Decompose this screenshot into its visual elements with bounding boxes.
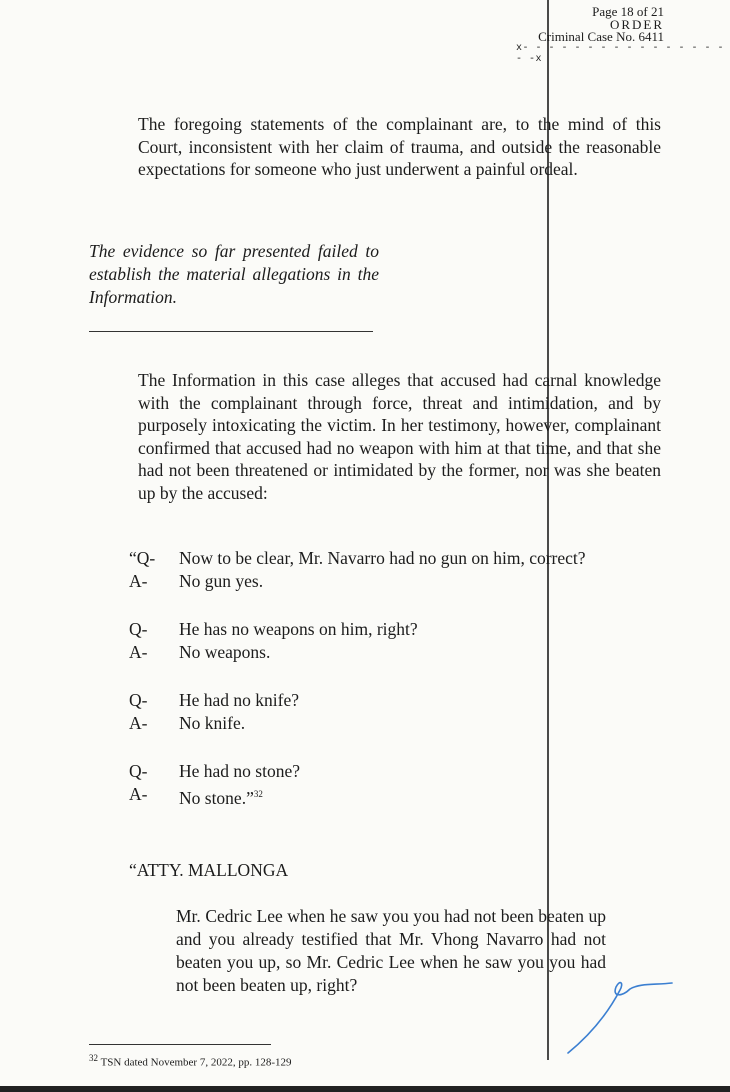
paragraph-text: The Information in this case alleges that accused had carnal knowledge with the complainant through force, threat and intimidation, and by purposely intoxicating the victim. In her testimony, however, complainant confirmed that accused had no weapon with him at that time, and that she had not been threatened or intimidated by the former, nor was she beaten up by the accused: bbox=[138, 370, 661, 503]
testimony-qa bbox=[129, 547, 629, 835]
footnote-text: TSN dated November 7, 2022, pp. 128-129 bbox=[100, 1056, 292, 1069]
answer-tag: A- bbox=[129, 713, 148, 733]
signature-mark bbox=[560, 965, 675, 1060]
speaker-label: “ATTY. MALLONGA bbox=[129, 860, 289, 880]
footnote-ref: 32 bbox=[253, 789, 263, 799]
page-header bbox=[538, 6, 664, 44]
question-tag: Q- bbox=[129, 619, 148, 639]
question-text: Now to be clear, Mr. Navarro had no gun on him, correct? bbox=[179, 548, 586, 568]
case-number: Criminal Case No. 6411 bbox=[538, 29, 664, 44]
answer-text: No weapons. bbox=[179, 642, 271, 662]
footnote-number: 32 bbox=[89, 1053, 98, 1063]
attorney-question: Mr. Cedric Lee when he saw you you had not been beaten up and you already testified that Mr. Vhong Navarro had not beaten you up, so Mr. Cedric Lee when he saw you you had not been beaten up, right? bbox=[176, 906, 606, 995]
answer-text: No stone.” bbox=[179, 787, 254, 808]
answer-tag: A- bbox=[129, 642, 148, 662]
question-text: He has no weapons on him, right? bbox=[179, 619, 418, 639]
paragraph-text: The foregoing statements of the complainant are, to the mind of this Court, inconsistent with her claim of trauma, and outside the reasonable expectations for someone who just underwent a painful ordeal. bbox=[138, 114, 661, 179]
question-text: He had no knife? bbox=[179, 690, 300, 710]
answer-text: No gun yes. bbox=[179, 571, 264, 591]
answer-text: No knife. bbox=[179, 713, 246, 733]
section-subheading: The evidence so far presented failed to establish the material allegations in the Information. bbox=[89, 241, 379, 307]
qa-pair bbox=[129, 760, 629, 810]
subheading-underline bbox=[89, 331, 373, 332]
paragraph-foregoing-statements bbox=[89, 113, 661, 181]
paragraph-information bbox=[89, 369, 661, 504]
footnote-separator bbox=[89, 1044, 271, 1045]
qa-pair bbox=[129, 689, 629, 735]
answer-tag: A- bbox=[129, 784, 148, 804]
header-separator: x- - - - - - - - - - - - - - - - - -x bbox=[516, 43, 725, 65]
question-tag: “Q- bbox=[129, 548, 156, 568]
qa-pair bbox=[129, 618, 629, 664]
document-type: ORDER bbox=[609, 16, 664, 32]
answer-tag: A- bbox=[129, 571, 148, 591]
scan-bottom-edge bbox=[0, 1086, 730, 1092]
page-number: Page 18 of 21 bbox=[592, 4, 664, 19]
question-tag: Q- bbox=[129, 690, 148, 710]
question-text: He had no stone? bbox=[179, 761, 301, 781]
qa-pair bbox=[129, 547, 629, 593]
question-tag: Q- bbox=[129, 761, 148, 781]
footnote bbox=[89, 1053, 292, 1069]
